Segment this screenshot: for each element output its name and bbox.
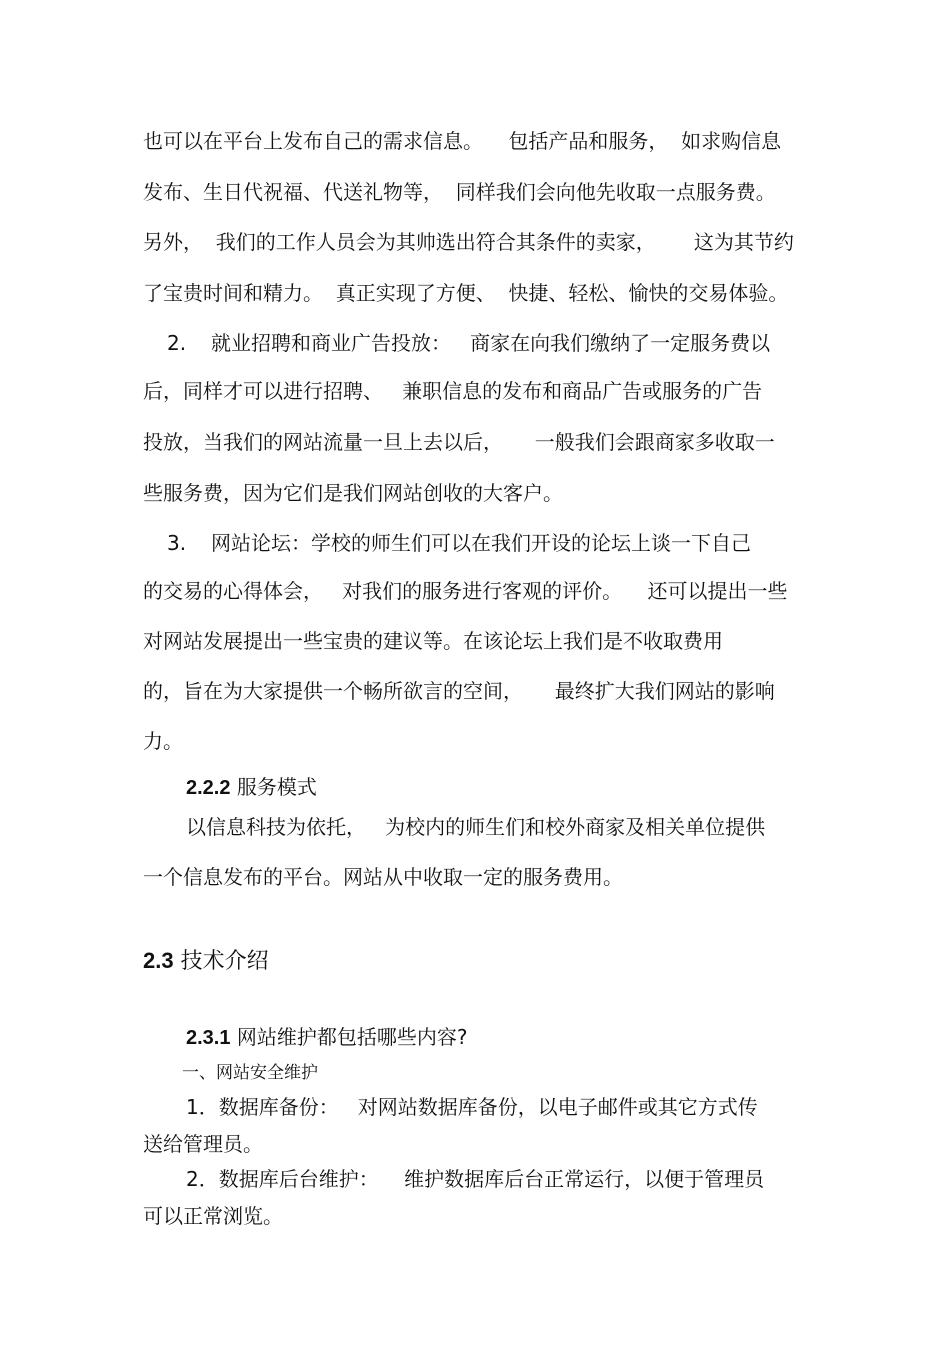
section-title: 服务模式 xyxy=(236,775,317,799)
text-line: 1．数据库备份： 对网站数据库备份，以电子邮件或其它方式传 xyxy=(186,1095,758,1119)
text-line: 的，旨在为大家提供一个畅所欲言的空间， 最终扩大我们网站的影响 xyxy=(143,679,775,703)
subheading: 一、网站安全维护 xyxy=(182,1063,318,1083)
text-line: 2．数据库后台维护： 维护数据库后台正常运行，以便于管理员 xyxy=(186,1167,765,1191)
section-number: 2.3.1 xyxy=(186,1027,231,1049)
text-line: 另外， 我们的工作人员会为其帅选出符合其条件的卖家， 这为其节约 xyxy=(143,230,794,254)
section-heading-2-3-1 xyxy=(186,1024,467,1051)
text-line: 一个信息发布的平台。网站从中收取一定的服务费用。 xyxy=(143,865,623,889)
text-line: 投放，当我们的网站流量一旦上去以后， 一般我们会跟商家多收取一 xyxy=(143,430,775,454)
section-title: 技术介绍 xyxy=(180,949,269,974)
text-line: 以信息科技为依托， 为校内的师生们和校外商家及相关单位提供 xyxy=(186,815,766,839)
text-line: 了宝贵时间和精力。 真正实现了方便、 快捷、轻松、愉快的交易体验。 xyxy=(143,281,789,305)
section-number: 2.3 xyxy=(143,948,174,973)
text-line: 后，同样才可以进行招聘、 兼职信息的发布和商品广告或服务的广告 xyxy=(143,379,763,403)
section-number: 2.2.2 xyxy=(186,777,231,799)
text-line: 就业招聘和商业广告投放： 商家在向我们缴纳了一定服务费以 xyxy=(211,331,771,355)
text-line: 发布、生日代祝福、代送礼物等， 同样我们会向他先收取一点服务费。 xyxy=(143,180,776,204)
section-heading-2-3 xyxy=(143,948,269,975)
section-title: 网站维护都包括哪些内容? xyxy=(236,1025,468,1049)
text-line: 也可以在平台上发布自己的需求信息。 包括产品和服务， 如求购信息 xyxy=(143,129,782,153)
text-line: 的交易的心得体会， 对我们的服务进行客观的评价。 还可以提出一些 xyxy=(143,579,788,603)
text-line: 些服务费，因为它们是我们网站创收的大客户。 xyxy=(143,481,563,505)
text-line: 可以正常浏览。 xyxy=(143,1204,283,1228)
list-number: 2. xyxy=(167,331,187,355)
section-heading-2-2-2 xyxy=(186,774,317,801)
text-line: 送给管理员。 xyxy=(143,1132,263,1156)
text-line: 网站论坛：学校的师生们可以在我们开设的论坛上谈一下自己 xyxy=(211,531,751,555)
text-line: 力。 xyxy=(143,729,183,753)
text-line: 对网站发展提出一些宝贵的建议等。在该论坛上我们是不收取费用 xyxy=(143,629,723,653)
list-number: 3. xyxy=(167,531,187,555)
